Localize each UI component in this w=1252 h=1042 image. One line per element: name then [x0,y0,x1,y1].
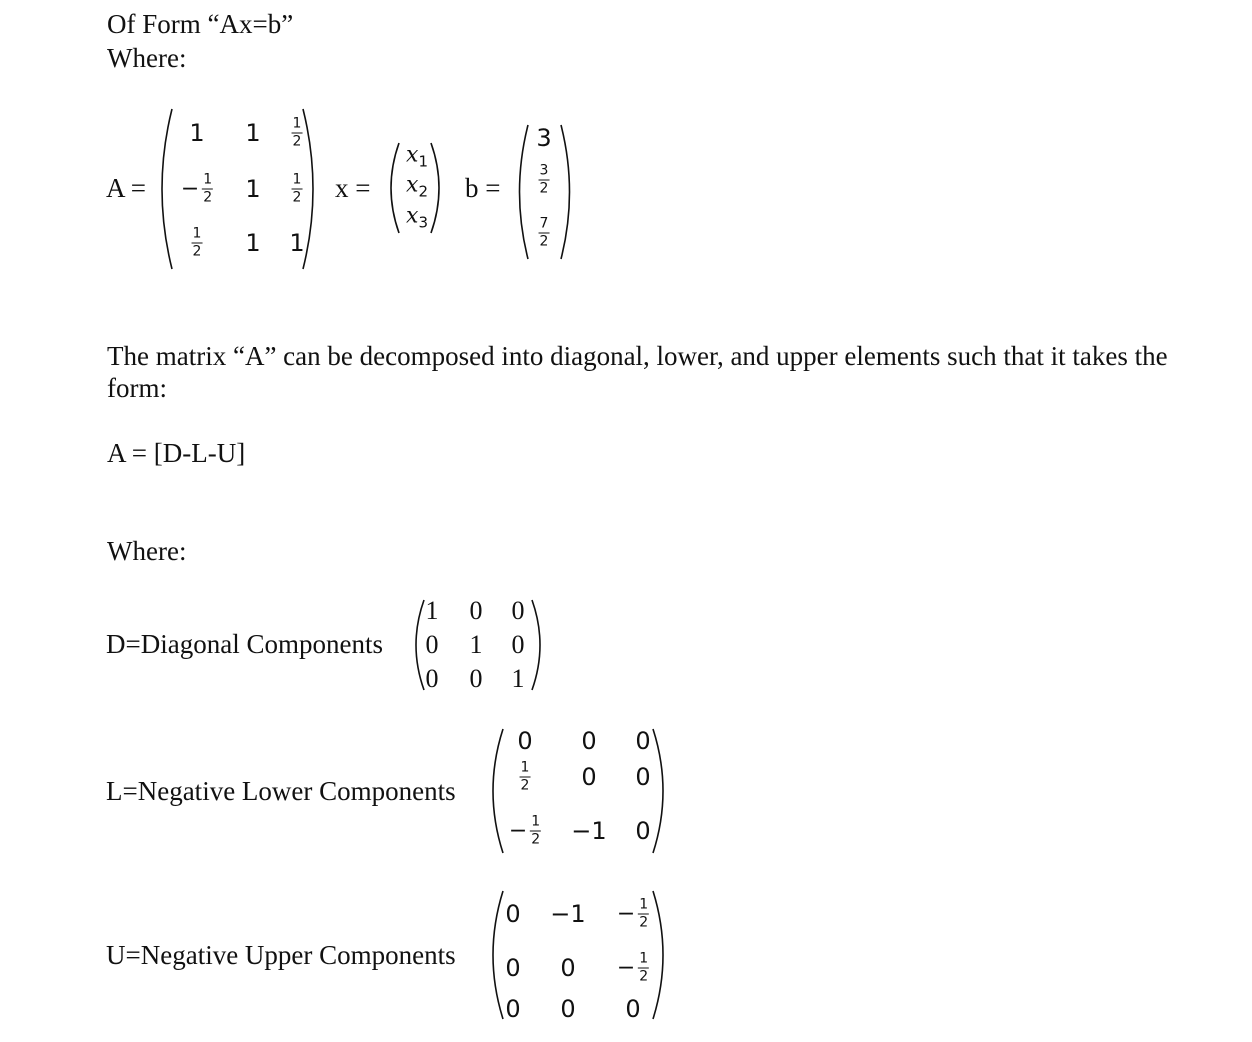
matrix-L-entry: 0 [517,727,533,755]
x-label: x = [335,173,371,203]
vector-x [385,140,445,236]
matrix-A-entry: 1 [245,175,261,203]
matrix-U-entry: 0 [560,954,576,982]
matrix-U-entry: − $\frac{1}{2}$ [616,896,649,931]
matrix-D-entry: 0 [469,596,483,625]
vector-b-entry: 3 [536,124,552,152]
D-label: D=Diagonal Components [106,629,383,659]
matrix-A-entry: 1 [289,229,305,257]
matrix-U-entry: 0 [625,995,641,1023]
matrix-L-entry: 0 [635,817,651,845]
matrix-L-entry: $\frac{1}{2}$ [520,759,530,794]
matrix-L-entry: −1 [571,817,607,845]
matrix-L-entry: 0 [581,763,597,791]
L-label: L=Negative Lower Components [106,776,456,806]
vector-x-entry: $x_1$ [406,142,428,171]
matrix-A-entry: $\frac{1}{2}$ [192,225,202,260]
matrix-D-entry: 0 [425,630,439,659]
matrix-A-entry: 1 [245,119,261,147]
matrix-D-entry: 0 [511,630,525,659]
vector-x-entry: $x_2$ [406,172,428,201]
matrix-A-entry: $\frac{1}{2}$ [292,115,302,150]
A-label: A = [106,173,146,203]
matrix-D-entry: 0 [469,664,483,693]
where-label-top: Where: [107,43,187,73]
matrix-D-entry: 1 [511,664,525,693]
matrix-L-entry: 0 [635,763,651,791]
matrix-U-entry: 0 [505,995,521,1023]
matrix-U-entry: − $\frac{1}{2}$ [616,950,649,985]
matrix-A-entry: 1 [189,119,205,147]
matrix-A-entry: 1 [245,229,261,257]
matrix-D-entry: 1 [469,630,483,659]
matrix-D-entry: 1 [425,596,439,625]
decomposition-intro: The matrix “A” can be decomposed into diagonal, lower, and upper elements such that it takes the form: [107,341,1168,403]
matrix-D-entry: 0 [511,596,525,625]
vector-b [515,122,575,262]
where-label-bottom: Where: [107,536,187,566]
matrix-L-entry: − $\frac{1}{2}$ [508,813,541,848]
matrix-U-entry: 0 [505,954,521,982]
vector-b-entry: $\frac{7}{2}$ [539,215,549,250]
matrix-A [150,105,325,273]
matrix-D-entry: 0 [425,664,439,693]
U-label: U=Negative Upper Components [106,940,456,970]
matrix-A-entry: − $\frac{1}{2}$ [180,171,213,206]
matrix-L-entry: 0 [635,727,651,755]
form-heading: Of Form “Ax=b” [107,9,294,39]
matrix-A-entry: $\frac{1}{2}$ [292,171,302,206]
vector-b-entry: $\frac{3}{2}$ [539,162,549,197]
matrix-D [408,597,548,693]
matrix-L [483,726,673,856]
matrix-L-entry: 0 [581,727,597,755]
vector-x-entry: $x_3$ [406,203,428,232]
matrix-U [483,888,673,1022]
b-label: b = [465,173,501,203]
matrix-U-entry: 0 [560,995,576,1023]
decomposition-formula: A = [D-L-U] [107,438,246,468]
matrix-U-entry: 0 [505,900,521,928]
matrix-U-entry: −1 [550,900,586,928]
